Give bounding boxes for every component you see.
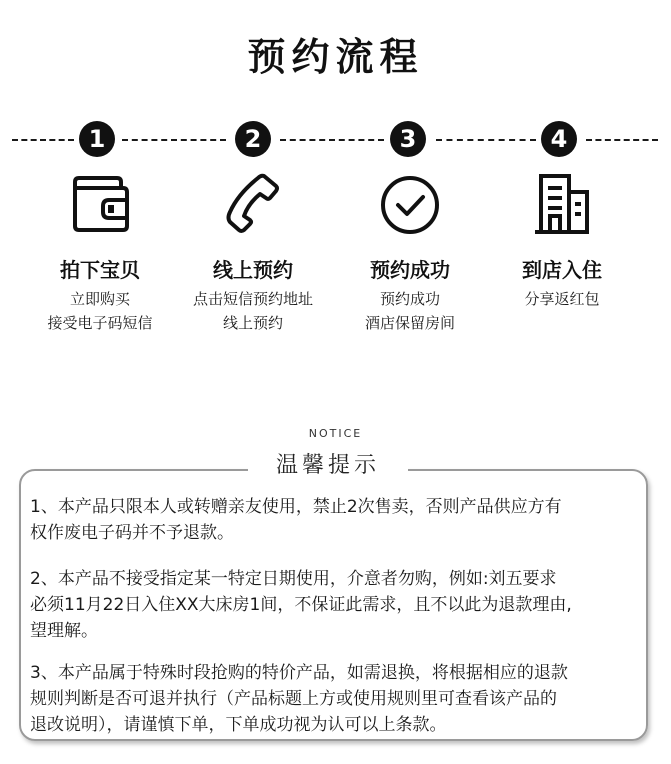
step-3 (325, 168, 495, 335)
notice-item-1 (30, 494, 640, 546)
step-name: 拍下宝贝 (60, 258, 140, 282)
step-desc: 酒店保留房间 (364, 314, 455, 332)
notice-title: 温馨提示 (248, 448, 408, 479)
page-title: 预约流程 (247, 35, 424, 79)
step-name: 到店入住 (522, 258, 602, 282)
dash-divider (586, 139, 658, 141)
dash-divider (436, 139, 536, 141)
notice-line: 3、本产品属于特殊时段抢购的特价产品，如需退换，将根据相应的退款 (30, 663, 568, 683)
step-number-3: 3 (390, 121, 426, 157)
step-2 (168, 168, 338, 335)
notice-line: 1、本产品只限本人或转赠亲友使用，禁止2次售卖，否则产品供应方有 (30, 497, 562, 517)
notice-label: NOTICE (308, 427, 363, 440)
dash-divider (12, 139, 74, 141)
step-number-4: 4 (541, 121, 577, 157)
step-number-1: 1 (79, 121, 115, 157)
notice-item-3 (30, 660, 640, 738)
dash-divider (122, 139, 226, 141)
step-desc: 线上预约 (222, 314, 283, 332)
phone-icon (218, 168, 288, 238)
step-desc: 立即购买 (69, 290, 130, 308)
step-desc: 接受电子码短信 (47, 314, 153, 332)
notice-line: 规则判断是否可退并执行（产品标题上方或使用规则里可查看该产品的 (30, 689, 557, 709)
step-name: 线上预约 (213, 258, 293, 282)
step-4 (477, 168, 647, 311)
notice-line: 必须11月22日入住XX大床房1间，不保证此需求，且不以此为退款理由, (30, 595, 572, 615)
building-icon (527, 168, 597, 238)
check-circle-icon (375, 168, 445, 238)
step-desc: 分享返红包 (524, 290, 600, 308)
notice-line: 望理解。 (30, 621, 98, 641)
step-1 (15, 168, 185, 335)
step-number-2: 2 (235, 121, 271, 157)
notice-item-2 (30, 566, 640, 644)
notice-line: 退改说明），请谨慎下单，下单成功视为认可以上条款。 (30, 715, 447, 735)
notice-line: 权作废电子码并不予退款。 (30, 523, 234, 543)
step-name: 预约成功 (370, 258, 450, 282)
notice-line: 2、本产品不接受指定某一特定日期使用，介意者勿购，例如:刘五要求 (30, 569, 557, 589)
step-desc: 点击短信预约地址 (192, 290, 313, 308)
wallet-icon (65, 168, 135, 238)
step-desc: 预约成功 (379, 290, 440, 308)
dash-divider (280, 139, 384, 141)
